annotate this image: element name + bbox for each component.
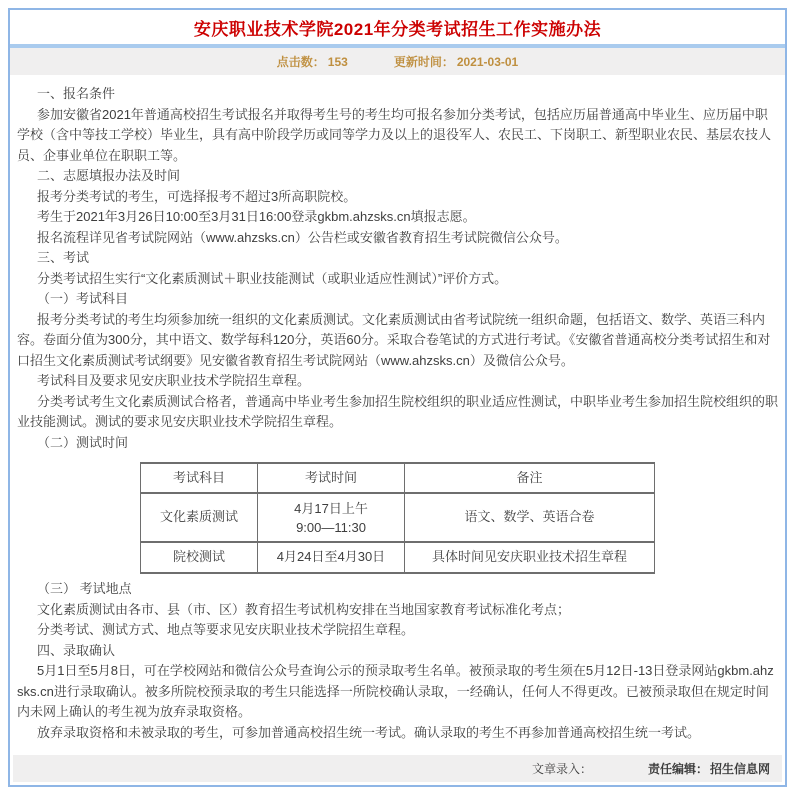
update-time-label: 更新时间： — [393, 55, 454, 69]
paragraph: 分类考试考生文化素质测试合格者，普通高中毕业考生参加招生院校组织的职业适应性测试，中职毕业考生参加招生院校组织的职业技能测试。测试的要求见安庆职业技术学院招生章程。 — [17, 393, 779, 429]
section-heading: 一、报名条件 — [37, 86, 116, 101]
editor-label: 责任编辑： — [647, 762, 708, 776]
paragraph: 5月1日至5月8日，可在学校网站和微信公众号查询公示的预录取考生名单。被预录取的考生须在5月12日-13日登录网站gkbm.ahzsks.cn进行录取确认。被多所院校预录取的考生只能选择一所院校确认录取，一经确认，任何人不得更改。已被预录取但在规定时间内未网上确认的考生视为放弃录取资格。 — [17, 663, 774, 719]
paragraph: 报名流程详见省考试院网站（www.ahzsks.cn）公告栏或安徽省教育招生考试院微信公众号。 — [37, 229, 568, 245]
table-cell-note: 语文、数学、英语合卷 — [405, 493, 655, 542]
paragraph: 报考分类考试的考生均须参加统一组织的文化素质测试。文化素质测试由省考试院统一组织命题，包括语文、数学、英语三科内容。卷面分值为300分，其中语文、数学每科120分，英语60分。采取合卷笔试的方式进行考试。《安徽省普通高校分类考试招生和对口招生文化素质测试考试纲要》见安徽省教育招生考试院网站（www.ahzsks.cn）及微信公众号。 — [17, 311, 771, 368]
paragraph: 放弃录取资格和未被录取的考生，可参加普通高校招生统一考试。确认录取的考生不再参加普通高校招生统一考试。 — [37, 724, 701, 740]
paragraph: 报考分类考试的考生，可选择报考不超过3所高职院校。 — [37, 188, 357, 204]
table-header-row — [141, 463, 655, 493]
paragraph: 参加安徽省2021年普通高校招生考试报名并取得考生号的考生均可报名参加分类考试，包括应历届普通高中毕业生、应历届中职学校（含中等技工学校）毕业生，具有高中阶段学历或同等学力及以上的退役军人、农民工、下岗职工、新型职业农民、基层农技人员、企事业单位在职职工等。 — [17, 106, 772, 163]
paragraph: 文化素质测试由各市、县（市、区）教育招生考试机构安排在当地国家教育考试标准化考点； — [37, 601, 571, 617]
table-cell-subject: 院校测试 — [141, 542, 258, 573]
page-title: 安庆职业技术学院2021年分类考试招生工作实施办法 — [193, 19, 602, 39]
paragraph: 分类考试招生实行“文化素质测试＋职业技能测试（或职业适应性测试）”评价方式。 — [37, 270, 508, 286]
section-heading: 二、志愿填报办法及时间 — [37, 168, 181, 183]
table-header-note: 备注 — [405, 463, 655, 493]
paragraph: 考试科目及要求见安庆职业技术学院招生章程。 — [37, 373, 311, 388]
table-header-subject: 考试科目 — [141, 463, 258, 493]
hits-counter — [277, 53, 348, 70]
title-bar — [10, 10, 785, 44]
article-entry-label: 文章录入： — [531, 762, 592, 776]
time-line-2: 9:00—11:30 — [296, 519, 366, 535]
meta-bar — [10, 48, 785, 75]
section-heading: 三、考试 — [37, 250, 90, 265]
section-heading: 四、录取确认 — [37, 642, 116, 658]
subsection-heading: （三） 考试地点 — [37, 581, 132, 596]
footer-bar — [13, 755, 782, 782]
article-body — [10, 75, 785, 743]
time-line-1: 4月17日上午 — [294, 500, 368, 516]
exam-schedule-table — [140, 462, 655, 574]
update-time-value: 2021-03-01 — [456, 55, 519, 69]
paragraph: 考生于2021年3月26日10:00至3月31日16:00登录gkbm.ahzsks.cn填报志愿。 — [37, 209, 476, 224]
subsection-heading: （二）测试时间 — [37, 434, 129, 450]
table-cell-subject: 文化素质测试 — [141, 493, 258, 542]
paragraph: 分类考试、测试方式、地点等要求见安庆职业技术学院招生章程。 — [37, 622, 415, 637]
editor-value: 招生信息网 — [709, 762, 770, 776]
table-cell-time: 4月24日至4月30日 — [258, 542, 405, 573]
subsection-heading: （一）考试科目 — [37, 291, 129, 306]
hits-value: 153 — [327, 55, 348, 69]
table-cell-note: 具体时间见安庆职业技术招生章程 — [405, 542, 655, 573]
hits-label: 点击数： — [276, 55, 325, 69]
table-row — [141, 493, 655, 542]
table-cell-time — [258, 493, 405, 542]
article-frame — [8, 8, 787, 787]
update-time — [394, 53, 518, 70]
editor-credit — [648, 760, 770, 777]
table-header-time: 考试时间 — [258, 463, 405, 493]
table-row — [141, 542, 655, 573]
